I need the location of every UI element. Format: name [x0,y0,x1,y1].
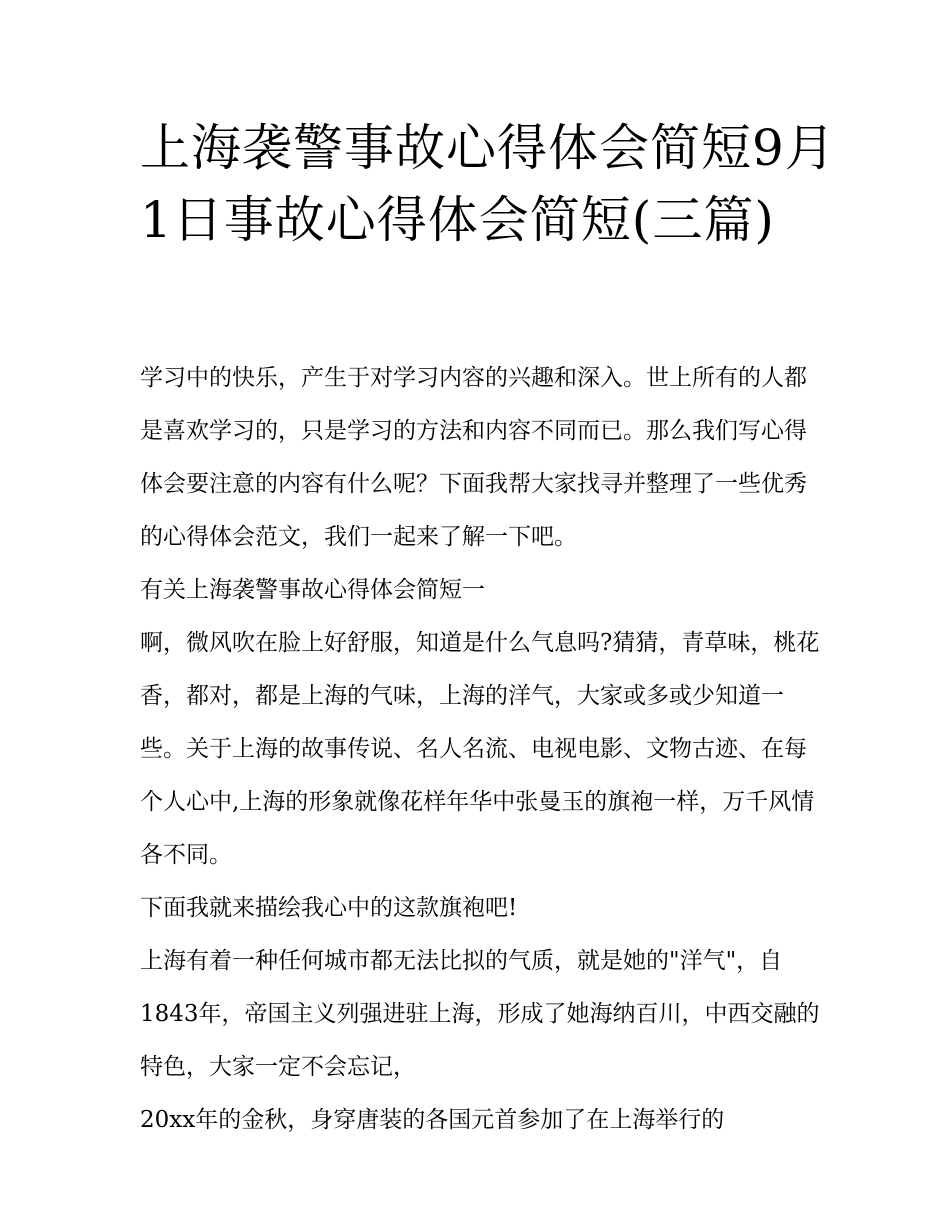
paragraph: 下面我就来描绘我心中的这款旗袍吧! [140,895,518,921]
paragraph: 上海有着一种任何城市都无法比拟的气质，就是她的"洋气"，自1843年，帝国主义列强进驻上海，形成了她海纳百川，中西交融的特色，大家一定不会忘记， [140,948,820,1080]
paragraph: 啊，微风吹在脸上好舒服，知道是什么气息吗?猜猜，青草味，桃花香，都对，都是上海的气味，上海的洋气，大家或多或少知道一些。关于上海的故事传说、名人名流、电视电影、文物古迹、在每个人心中,上海的形象就像花样年华中张曼玉的旗袍一样，万千风情各不同。 [140,630,820,868]
paragraph: 20xx年的金秋，身穿唐装的各国元首参加了在上海举行的 [140,1107,725,1133]
document-body [140,352,820,1147]
paragraph-intro: 学习中的快乐，产生于对学习内容的兴趣和深入。世上所有的人都是喜欢学习的，只是学习的方法和内容不同而已。那么我们写心得体会要注意的内容有什么呢？下面我帮大家找寻并整理了一些优秀的心得体会范文，我们一起来了解一下吧。 [140,365,807,550]
section-heading: 有关上海袭警事故心得体会简短一 [140,577,485,603]
document-title: 上海袭警事故心得体会简短9月1日事故心得体会简短(三篇) [140,119,836,249]
